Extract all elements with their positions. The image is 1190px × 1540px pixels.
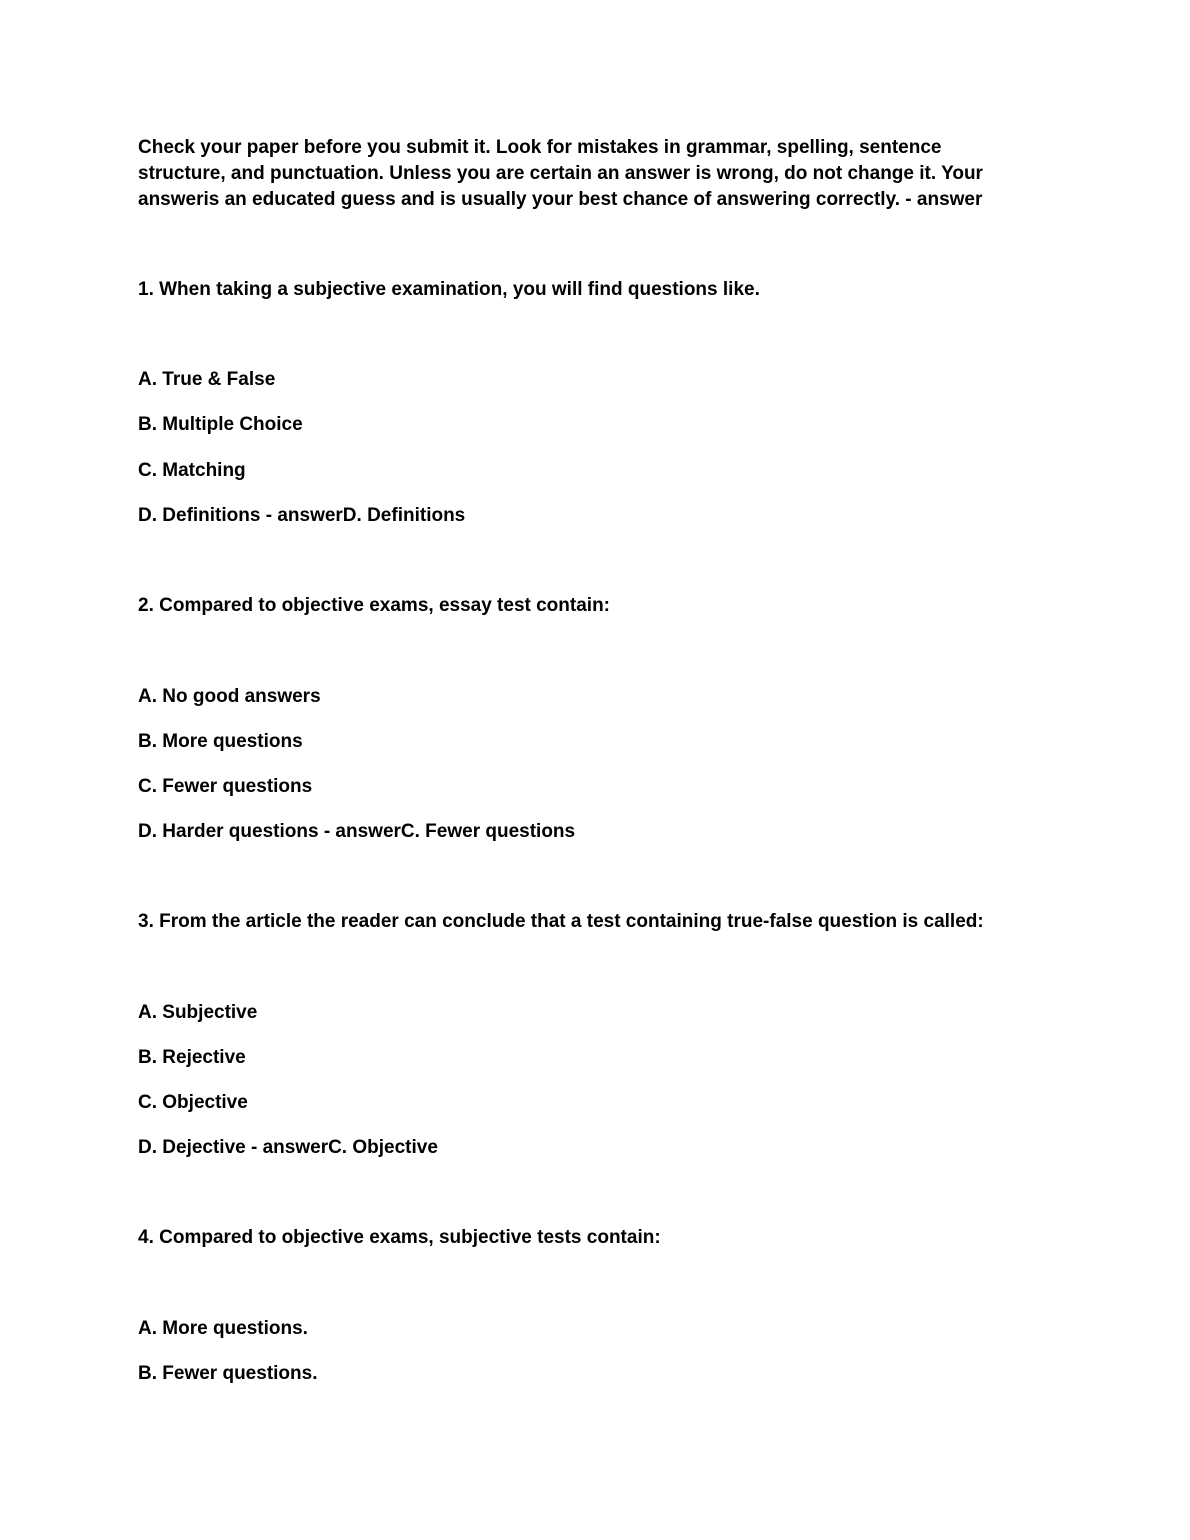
intro-line-1: Check your paper before you submit it. Look for mistakes in grammar, spelling, sentence — [138, 137, 942, 158]
question-3-option-d: D. Dejective - answerC. Objective — [138, 1137, 438, 1158]
question-2-option-c: C. Fewer questions — [138, 776, 313, 797]
question-4-prompt: 4. Compared to objective exams, subjective tests contain: — [138, 1227, 661, 1248]
intro-line-2: structure, and punctuation. Unless you are certain an answer is wrong, do not change it. Your — [138, 163, 983, 184]
question-1-option-a: A. True & False — [138, 369, 276, 390]
question-3-option-b: B. Rejective — [138, 1047, 246, 1068]
question-1-option-d: D. Definitions - answerD. Definitions — [138, 505, 466, 526]
question-3-option-c: C. Objective — [138, 1092, 248, 1113]
question-4-option-a: A. More questions. — [138, 1318, 308, 1339]
question-1-option-c: C. Matching — [138, 460, 246, 481]
question-1-prompt: 1. When taking a subjective examination, you will find questions like. — [138, 279, 760, 300]
question-2-option-a: A. No good answers — [138, 686, 321, 707]
question-2-option-d: D. Harder questions - answerC. Fewer questions — [138, 821, 576, 842]
question-1-option-b: B. Multiple Choice — [138, 414, 303, 435]
question-3-option-a: A. Subjective — [138, 1002, 258, 1023]
question-4-option-b: B. Fewer questions. — [138, 1363, 318, 1384]
question-3-prompt: 3. From the article the reader can conclude that a test containing true-false question is called: — [138, 911, 984, 932]
intro-line-3: answeris an educated guess and is usually your best chance of answering correctly. - answer — [138, 189, 983, 210]
question-2-option-b: B. More questions — [138, 731, 303, 752]
question-2-prompt: 2. Compared to objective exams, essay test contain: — [138, 595, 611, 616]
